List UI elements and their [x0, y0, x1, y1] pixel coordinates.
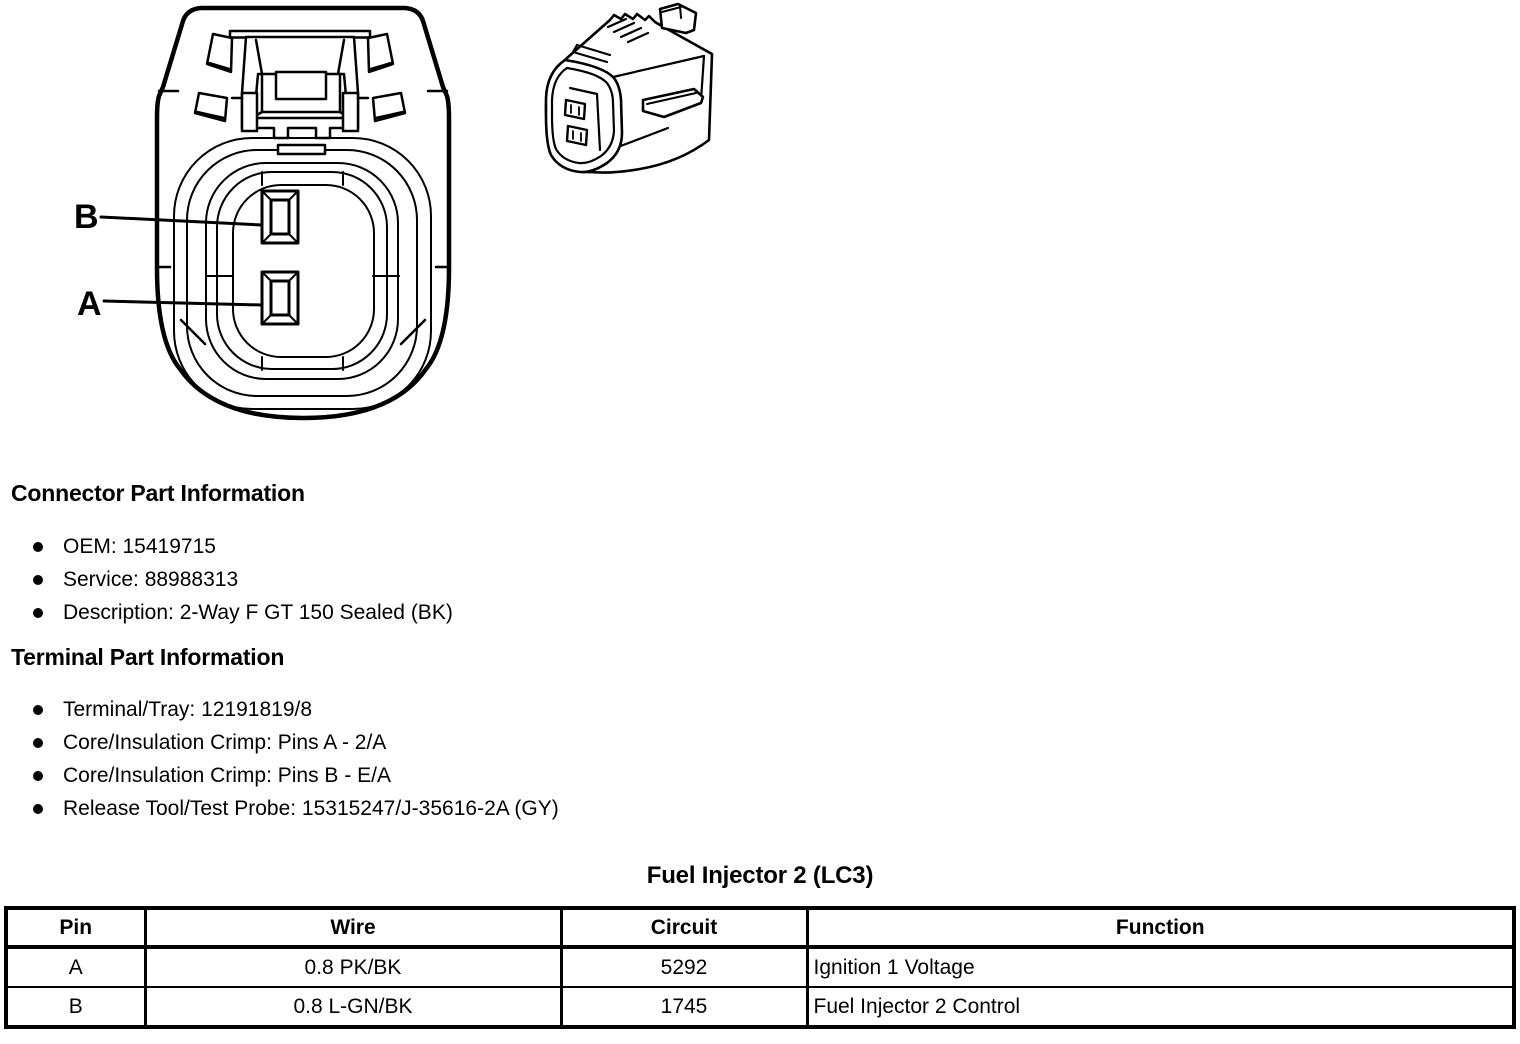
leader-line-a: [104, 301, 262, 305]
bullet-icon: [33, 804, 43, 814]
front-view-side-clips: [195, 34, 405, 121]
list-item-text: Description: 2-Way F GT 150 Sealed (BK): [63, 600, 453, 624]
list-item-text: OEM: 15419715: [63, 534, 216, 558]
pin-cavity-a: [262, 272, 298, 324]
list-item: [33, 563, 453, 596]
cell-wire: 0.8 PK/BK: [145, 947, 561, 987]
bullet-icon: [33, 608, 43, 618]
list-item-text: Release Tool/Test Probe: 15315247/J-35616-2A (GY): [63, 796, 559, 820]
cell-circuit: 5292: [561, 947, 807, 987]
bullet-icon: [33, 705, 43, 715]
list-item: [33, 596, 453, 629]
cell-function: Ignition 1 Voltage: [807, 947, 1514, 987]
terminal-info-list: [33, 693, 559, 825]
front-view-latch: [230, 31, 370, 154]
front-view-body-outline: [157, 8, 449, 418]
list-item: [33, 759, 559, 792]
column-header-wire: Wire: [145, 908, 561, 947]
pin-label-b: B: [74, 198, 99, 236]
list-item: [33, 726, 559, 759]
connector-info-heading: Connector Part Information: [11, 480, 305, 506]
bullet-icon: [33, 575, 43, 585]
list-item: [33, 792, 559, 825]
pin-cavity-b: [262, 191, 298, 243]
cell-function: Fuel Injector 2 Control: [807, 987, 1514, 1027]
list-item-text: Core/Insulation Crimp: Pins A - 2/A: [63, 730, 387, 754]
cell-pin: B: [6, 987, 145, 1027]
table-row: [6, 947, 1514, 987]
column-header-function: Function: [807, 908, 1514, 947]
connector-diagram-artwork: [0, 0, 1520, 460]
bullet-icon: [33, 771, 43, 781]
column-header-pin: Pin: [6, 908, 145, 947]
bullet-icon: [33, 542, 43, 552]
table-row: [6, 987, 1514, 1027]
bullet-icon: [33, 738, 43, 748]
list-item: [33, 530, 453, 563]
pinout-table-title: Fuel Injector 2 (LC3): [646, 862, 874, 889]
column-header-circuit: Circuit: [561, 908, 807, 947]
table-header-row: [6, 908, 1514, 947]
pin-label-a: A: [77, 285, 102, 323]
cell-circuit: 1745: [561, 987, 807, 1027]
leader-line-b: [101, 217, 262, 225]
pinout-table: [4, 906, 1516, 1029]
list-item-text: Core/Insulation Crimp: Pins B - E/A: [63, 763, 391, 787]
list-item-text: Service: 88988313: [63, 567, 239, 591]
list-item-text: Terminal/Tray: 12191819/8: [63, 697, 313, 721]
list-item: [33, 693, 559, 726]
cell-pin: A: [6, 947, 145, 987]
connector-info-list: [33, 530, 453, 629]
terminal-info-heading: Terminal Part Information: [11, 644, 285, 670]
cell-wire: 0.8 L-GN/BK: [145, 987, 561, 1027]
connector-iso-view: [546, 4, 712, 173]
